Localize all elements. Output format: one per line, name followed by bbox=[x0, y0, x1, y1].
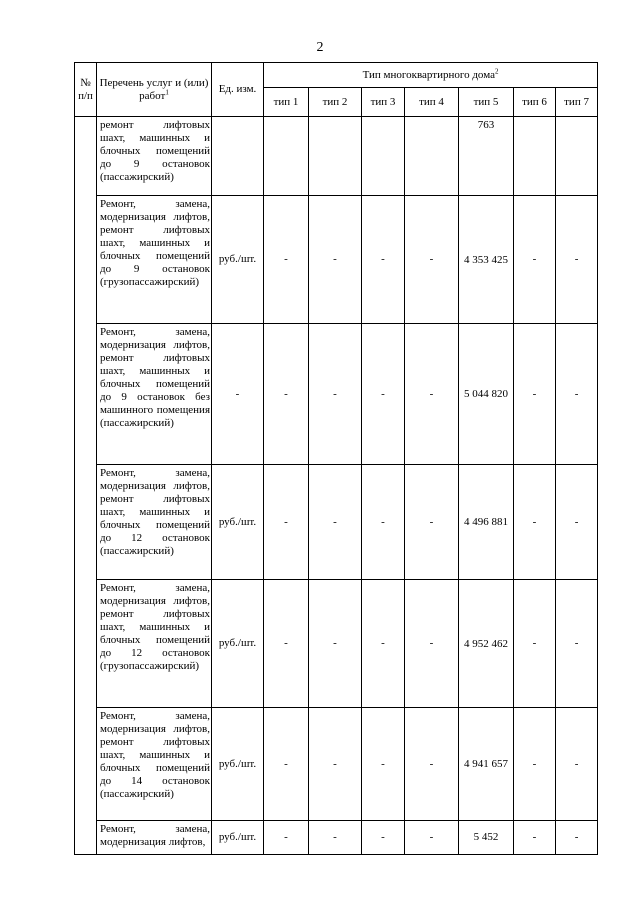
value-type-3: - bbox=[362, 465, 405, 580]
value-type-7: - bbox=[556, 196, 598, 324]
table-row bbox=[75, 821, 598, 855]
value-type-1: - bbox=[264, 465, 309, 580]
value-type-1: - bbox=[264, 708, 309, 821]
value-type-6 bbox=[514, 117, 556, 196]
value-type-4: - bbox=[405, 708, 459, 821]
value-type-3 bbox=[362, 117, 405, 196]
value-type-3: - bbox=[362, 821, 405, 855]
value-type-7: - bbox=[556, 465, 598, 580]
value-type-6: - bbox=[514, 821, 556, 855]
value-type-2 bbox=[309, 117, 362, 196]
header-num: № п/п bbox=[75, 63, 97, 117]
header-services: Перечень услуг и (или) работ$^1$ bbox=[97, 63, 212, 117]
table-row bbox=[75, 580, 598, 708]
value-type-1: - bbox=[264, 821, 309, 855]
value-type-1: - bbox=[264, 324, 309, 465]
unit-cell: руб./шт. bbox=[212, 708, 264, 821]
value-type-7 bbox=[556, 117, 598, 196]
header-type-4: тип 4 bbox=[405, 88, 459, 117]
value-type-5: 4 353 425 bbox=[459, 196, 514, 324]
value-type-6: - bbox=[514, 580, 556, 708]
value-type-1 bbox=[264, 117, 309, 196]
value-type-5: 763 bbox=[459, 117, 514, 196]
header-type-1: тип 1 bbox=[264, 88, 309, 117]
value-type-7: - bbox=[556, 821, 598, 855]
value-type-1: - bbox=[264, 580, 309, 708]
value-type-6: - bbox=[514, 465, 556, 580]
table-row bbox=[75, 708, 598, 821]
value-type-5: 4 941 657 bbox=[459, 708, 514, 821]
value-type-2: - bbox=[309, 708, 362, 821]
price-table bbox=[74, 62, 598, 855]
page-number: 2 bbox=[316, 40, 324, 55]
service-description: Ремонт, замена, модернизация лифтов, ремонт лифтовых шахт, машинных и блочных помещений до 12 остановок (пассажирский) bbox=[97, 465, 212, 580]
header-type-2: тип 2 bbox=[309, 88, 362, 117]
table-row bbox=[75, 324, 598, 465]
table-row bbox=[75, 196, 598, 324]
value-type-5: 4 496 881 bbox=[459, 465, 514, 580]
value-type-6: - bbox=[514, 324, 556, 465]
value-type-4 bbox=[405, 117, 459, 196]
value-type-4: - bbox=[405, 196, 459, 324]
value-type-7: - bbox=[556, 324, 598, 465]
service-description: Ремонт, замена, модернизация лифтов, ремонт лифтовых шахт, машинных и блочных помещений до 14 остановок (пассажирский) bbox=[97, 708, 212, 821]
service-description: Ремонт, замена, модернизация лифтов, ремонт лифтовых шахт, машинных и блочных помещений до 9 остановок (грузопассажирский) bbox=[97, 196, 212, 324]
value-type-5: 5 452 bbox=[459, 821, 514, 855]
header-type-6: тип 6 bbox=[514, 88, 556, 117]
value-type-6: - bbox=[514, 196, 556, 324]
value-type-4: - bbox=[405, 580, 459, 708]
footnote-2: 2 bbox=[495, 66, 499, 75]
table-row bbox=[75, 117, 598, 196]
header-house-type: Тип многоквартирного дома$^2$ bbox=[264, 63, 598, 88]
value-type-6: - bbox=[514, 708, 556, 821]
value-type-2: - bbox=[309, 821, 362, 855]
unit-cell: руб./шт. bbox=[212, 465, 264, 580]
value-type-4: - bbox=[405, 324, 459, 465]
header-type-3: тип 3 bbox=[362, 88, 405, 117]
value-type-3: - bbox=[362, 196, 405, 324]
value-type-7: - bbox=[556, 708, 598, 821]
value-type-2: - bbox=[309, 465, 362, 580]
unit-cell: - bbox=[212, 324, 264, 465]
header-unit: Ед. изм. bbox=[212, 63, 264, 117]
service-description: Ремонт, замена, модернизация лифтов, bbox=[97, 821, 212, 855]
value-type-3: - bbox=[362, 708, 405, 821]
unit-cell bbox=[212, 117, 264, 196]
unit-cell: руб./шт. bbox=[212, 196, 264, 324]
value-type-3: - bbox=[362, 324, 405, 465]
value-type-7: - bbox=[556, 580, 598, 708]
value-type-3: - bbox=[362, 580, 405, 708]
table-row bbox=[75, 465, 598, 580]
value-type-4: - bbox=[405, 821, 459, 855]
unit-cell: руб./шт. bbox=[212, 821, 264, 855]
row-number-cell bbox=[75, 117, 97, 855]
value-type-4: - bbox=[405, 465, 459, 580]
value-type-2: - bbox=[309, 196, 362, 324]
service-description: ремонт лифтовых шахт, машинных и блочных помещений до 9 остановок (пассажирский) bbox=[97, 117, 212, 196]
service-description: Ремонт, замена, модернизация лифтов, ремонт лифтовых шахт, машинных и блочных помещений до 9 остановок без машинного помещения (пассажирский) bbox=[97, 324, 212, 465]
value-type-2: - bbox=[309, 324, 362, 465]
value-type-1: - bbox=[264, 196, 309, 324]
footnote-1: 1 bbox=[165, 87, 169, 96]
unit-cell: руб./шт. bbox=[212, 580, 264, 708]
header-type-7: тип 7 bbox=[556, 88, 598, 117]
value-type-5: 4 952 462 bbox=[459, 580, 514, 708]
value-type-2: - bbox=[309, 580, 362, 708]
service-description: Ремонт, замена, модернизация лифтов, ремонт лифтовых шахт, машинных и блочных помещений до 12 остановок (грузопассажирский) bbox=[97, 580, 212, 708]
value-type-5: 5 044 820 bbox=[459, 324, 514, 465]
header-type-5: тип 5 bbox=[459, 88, 514, 117]
